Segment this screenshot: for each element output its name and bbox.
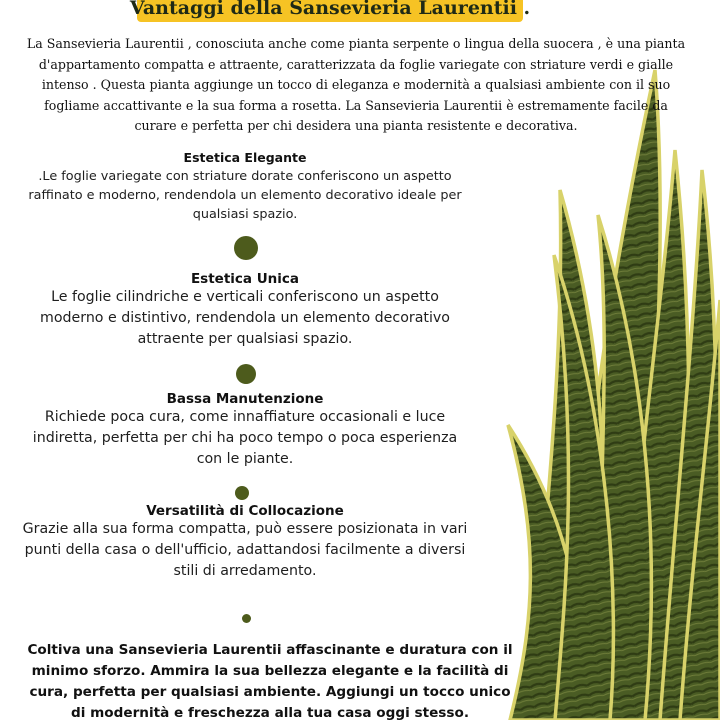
feature-text: Le foglie cilindriche e verticali conferiscono un aspetto moderno e distintivo, rendendola un elemento decorativo attraente per qualsiasi spazio. bbox=[40, 289, 450, 347]
bullet-dot bbox=[234, 236, 258, 260]
feature-title: Bassa Manutenzione bbox=[166, 391, 324, 407]
feature-versatilita bbox=[20, 503, 470, 582]
feature-bassa-manutenzione bbox=[20, 391, 470, 470]
feature-text: Grazie alla sua forma compatta, può essere posizionata in vari punti della casa o dell'ufficio, adattandosi facilmente a diversi stili di arredamento. bbox=[22, 521, 468, 579]
feature-text: .Le foglie variegate con striature dorate conferiscono un aspetto raffinato e moderno, rendendola un elemento decorativo ideale per qualsiasi spazio. bbox=[28, 169, 462, 222]
bullet-dot bbox=[242, 614, 251, 623]
intro-paragraph: La Sansevieria Laurentii , conosciuta anche come pianta serpente o lingua della suocera , è una pianta d'appartamento compatta e attraente, caratterizzata da foglie variegate con striature verdi e gialle intenso . Questa pianta aggiunge un tocco di eleganza e modernità a qualsiasi ambiente con il suo fogliame accattivante e la sua forma a rosetta. La Sansevieria Laurentii è estremamente facile da curare e perfetta per chi desidera una pianta resistente e decorativa. bbox=[26, 36, 686, 133]
feature-estetica-unica bbox=[20, 271, 470, 350]
feature-text: Richiede poca cura, come innaffiature occasionali e luce indiretta, perfetta per chi ha poco tempo o poca esperienza con le piante. bbox=[32, 409, 458, 467]
feature-title: Estetica Elegante bbox=[183, 150, 307, 165]
closing-paragraph: Coltiva una Sansevieria Laurentii affascinante e duratura con il minimo sforzo. Ammira la sua bellezza elegante e la facilità di cura, perfetta per qualsiasi ambiente. Aggiungi un tocco unico di modernità e freschezza alla tua casa oggi stesso. bbox=[27, 642, 513, 721]
feature-estetica-elegante bbox=[20, 150, 470, 224]
bullet-dot bbox=[235, 486, 249, 500]
title-banner bbox=[129, 0, 531, 22]
page-title: Vantaggi della Sansevieria Laurentii . bbox=[129, 0, 531, 19]
bullet-dot bbox=[236, 364, 256, 384]
feature-title: Versatilità di Collocazione bbox=[146, 503, 344, 519]
feature-title: Estetica Unica bbox=[190, 271, 300, 287]
